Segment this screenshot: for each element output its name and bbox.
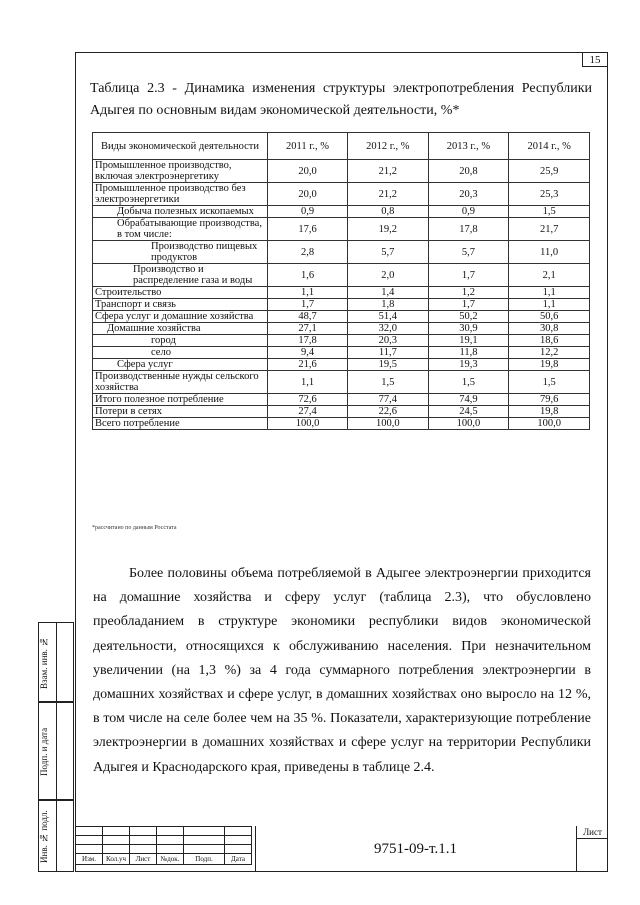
row-value-2014: 1,5 xyxy=(509,206,590,218)
row-value-2013: 1,7 xyxy=(428,264,509,287)
row-value-2011: 27,1 xyxy=(268,323,348,335)
row-value-2012: 100,0 xyxy=(348,418,429,430)
row-value-2014: 19,8 xyxy=(509,359,590,371)
row-value-2012: 19,2 xyxy=(348,218,429,241)
header-2012: 2012 г., % xyxy=(348,133,429,160)
electricity-structure-table xyxy=(92,132,590,430)
header-2013: 2013 г., % xyxy=(428,133,509,160)
body-paragraph xyxy=(93,562,591,780)
row-activity-name: село xyxy=(93,347,268,359)
table-row xyxy=(93,218,590,241)
row-value-2013: 24,5 xyxy=(428,406,509,418)
row-value-2014: 21,7 xyxy=(509,218,590,241)
row-value-2014: 19,8 xyxy=(509,406,590,418)
row-value-2011: 0,9 xyxy=(268,206,348,218)
row-activity-name: Строительство xyxy=(93,287,268,299)
stamp-column-label: Изм. xyxy=(76,854,103,865)
row-value-2013: 19,3 xyxy=(428,359,509,371)
row-value-2011: 2,8 xyxy=(268,241,348,264)
row-activity-name: Сфера услуг и домашние хозяйства xyxy=(93,311,268,323)
row-activity-name: Итого полезное потребление xyxy=(93,394,268,406)
row-value-2013: 100,0 xyxy=(428,418,509,430)
table-row xyxy=(93,394,590,406)
header-activity: Виды экономической деятельности xyxy=(93,133,268,160)
row-activity-name: Всего потребление xyxy=(93,418,268,430)
header-2011: 2011 г., % xyxy=(268,133,348,160)
row-value-2013: 1,2 xyxy=(428,287,509,299)
document-number: 9751-09-т.1.1 xyxy=(255,826,575,872)
stamp-column-label: Подп. xyxy=(184,854,225,865)
side-label-inv: Инв. № подл. xyxy=(39,810,49,864)
table-row xyxy=(93,160,590,183)
row-value-2011: 17,8 xyxy=(268,335,348,347)
row-value-2011: 17,6 xyxy=(268,218,348,241)
row-activity-name: Обрабатывающие производства, в том числе: xyxy=(93,218,268,241)
row-value-2011: 21,6 xyxy=(268,359,348,371)
row-value-2011: 20,0 xyxy=(268,183,348,206)
side-column-inv xyxy=(38,800,74,872)
table-row xyxy=(93,359,590,371)
row-activity-name: Промышленное производство, включая электроэнергетику xyxy=(93,160,268,183)
row-value-2013: 20,8 xyxy=(428,160,509,183)
header-2014: 2014 г., % xyxy=(509,133,590,160)
stamp-column-label: Дата xyxy=(225,854,252,865)
row-value-2013: 1,5 xyxy=(428,371,509,394)
stamp-grid xyxy=(75,826,252,865)
row-value-2011: 20,0 xyxy=(268,160,348,183)
row-value-2012: 2,0 xyxy=(348,264,429,287)
row-value-2012: 21,2 xyxy=(348,160,429,183)
row-value-2013: 5,7 xyxy=(428,241,509,264)
row-value-2012: 22,6 xyxy=(348,406,429,418)
row-value-2013: 1,7 xyxy=(428,299,509,311)
row-value-2013: 11,8 xyxy=(428,347,509,359)
row-value-2011: 27,4 xyxy=(268,406,348,418)
row-activity-name: Домашние хозяйства xyxy=(93,323,268,335)
row-value-2014: 12,2 xyxy=(509,347,590,359)
table-row xyxy=(93,299,590,311)
row-value-2013: 0,9 xyxy=(428,206,509,218)
row-value-2012: 1,8 xyxy=(348,299,429,311)
table-row xyxy=(93,183,590,206)
table-row xyxy=(93,311,590,323)
stamp-column-label: Кол.уч xyxy=(103,854,130,865)
row-value-2013: 19,1 xyxy=(428,335,509,347)
row-value-2014: 1,1 xyxy=(509,287,590,299)
table-row xyxy=(93,371,590,394)
row-activity-name: Сфера услуг xyxy=(93,359,268,371)
row-value-2013: 30,9 xyxy=(428,323,509,335)
side-label-podp: Подп. и дата xyxy=(39,727,49,777)
sheet-label: Лист xyxy=(577,826,608,839)
row-activity-name: Производство пищевых продуктов xyxy=(93,241,268,264)
row-value-2012: 5,7 xyxy=(348,241,429,264)
body-paragraph-text: Более половины объема потребляемой в Адыгее электроэнергии приходится на домашние хозяйства и сферу услуг (таблица 2.3), что обусловлено преобладанием в структуре экономики республики видов экономической деятельности, относящихся к обслуживанию населения. При незначительном увеличении (на 1,3 %) за 4 года суммарного потребления электроэнергии в домашних хозяйствах и сфере услуг, в домашних хозяйствах оно выросло на 12 %, в том числе на селе более чем на 35 %. Показатели, характеризующие потребление электроэнергии в домашних хозяйствах и сфере услуг на территории Республики Адыгея и Краснодарского края, приведены в таблице 2.4. xyxy=(93,566,591,775)
row-value-2012: 11,7 xyxy=(348,347,429,359)
row-value-2012: 21,2 xyxy=(348,183,429,206)
table-footnote: *рассчитано по данным Росстата xyxy=(92,525,177,531)
row-activity-name: Добыча полезных ископаемых xyxy=(93,206,268,218)
row-activity-name: Промышленное производство без электроэнергетики xyxy=(93,183,268,206)
row-value-2014: 25,9 xyxy=(509,160,590,183)
table-row xyxy=(93,406,590,418)
row-activity-name: Транспорт и связь xyxy=(93,299,268,311)
table-caption: Таблица 2.3 - Динамика изменения структуры электропотребления Республики Адыгея по основным видам экономической деятельности, %* xyxy=(90,81,592,118)
row-value-2014: 1,5 xyxy=(509,371,590,394)
row-value-2011: 1,6 xyxy=(268,264,348,287)
row-value-2014: 1,1 xyxy=(509,299,590,311)
table-row xyxy=(93,335,590,347)
row-value-2014: 50,6 xyxy=(509,311,590,323)
row-activity-name: Производственные нужды сельского хозяйства xyxy=(93,371,268,394)
stamp-column-label: №док. xyxy=(157,854,184,865)
row-activity-name: Потери в сетях xyxy=(93,406,268,418)
row-value-2011: 1,1 xyxy=(268,371,348,394)
row-value-2011: 48,7 xyxy=(268,311,348,323)
row-value-2012: 0,8 xyxy=(348,206,429,218)
table-row xyxy=(93,206,590,218)
row-value-2011: 100,0 xyxy=(268,418,348,430)
row-value-2012: 19,5 xyxy=(348,359,429,371)
page-number: 15 xyxy=(582,52,608,67)
title-block xyxy=(75,826,608,872)
row-value-2012: 20,3 xyxy=(348,335,429,347)
row-value-2014: 11,0 xyxy=(509,241,590,264)
row-value-2011: 1,1 xyxy=(268,287,348,299)
row-value-2013: 74,9 xyxy=(428,394,509,406)
side-column-podp xyxy=(38,702,74,800)
row-value-2013: 17,8 xyxy=(428,218,509,241)
row-value-2012: 77,4 xyxy=(348,394,429,406)
row-value-2011: 1,7 xyxy=(268,299,348,311)
row-value-2012: 32,0 xyxy=(348,323,429,335)
row-value-2013: 20,3 xyxy=(428,183,509,206)
row-value-2011: 9,4 xyxy=(268,347,348,359)
row-activity-name: Производство и распределение газа и воды xyxy=(93,264,268,287)
row-value-2012: 51,4 xyxy=(348,311,429,323)
row-value-2014: 30,8 xyxy=(509,323,590,335)
row-value-2014: 100,0 xyxy=(509,418,590,430)
row-activity-name: город xyxy=(93,335,268,347)
sheet-box xyxy=(576,826,608,872)
table-row xyxy=(93,418,590,430)
row-value-2014: 79,6 xyxy=(509,394,590,406)
table-row xyxy=(93,347,590,359)
stamp-column-label: Лист xyxy=(130,854,157,865)
table-row xyxy=(93,241,590,264)
row-value-2011: 72,6 xyxy=(268,394,348,406)
table-row xyxy=(93,264,590,287)
row-value-2014: 18,6 xyxy=(509,335,590,347)
table-header-row xyxy=(93,133,590,160)
row-value-2014: 25,3 xyxy=(509,183,590,206)
side-column-vzam xyxy=(38,622,74,702)
row-value-2012: 1,4 xyxy=(348,287,429,299)
table-row xyxy=(93,323,590,335)
row-value-2012: 1,5 xyxy=(348,371,429,394)
row-value-2014: 2,1 xyxy=(509,264,590,287)
row-value-2013: 50,2 xyxy=(428,311,509,323)
table-row xyxy=(93,287,590,299)
side-label-vzam: Взам. инв. № xyxy=(39,636,49,690)
